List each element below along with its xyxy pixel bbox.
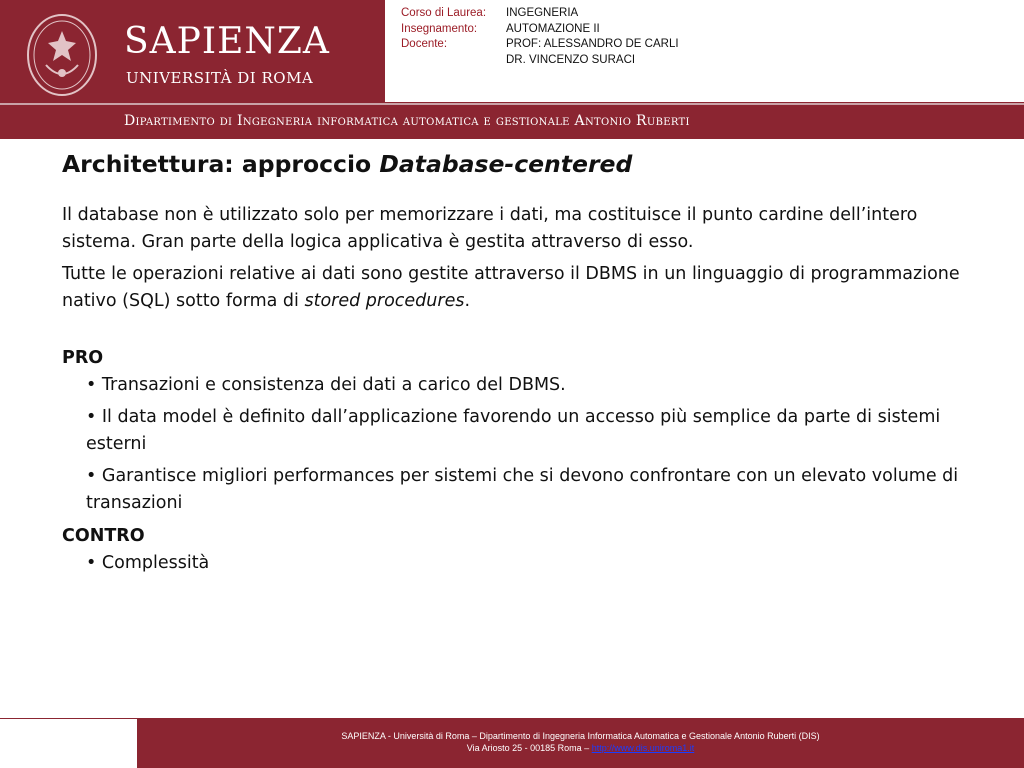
paragraph-operations-italic: stored procedures xyxy=(304,291,465,311)
paragraph-intro: Il database non è utilizzato solo per memorizzare i dati, ma costituisce il punto cardine dell’intero sistema. Gran parte della logica applicativa è gestita attraverso di esso. xyxy=(62,205,918,252)
pro-item xyxy=(86,372,962,399)
slide-title-main: Architettura: approccio xyxy=(62,150,380,178)
pro-item-text: Garantisce migliori performances per sistemi che si devono confrontare con un elevato volume di transazioni xyxy=(86,466,959,513)
footer-address: Via Ariosto 25 - 00185 Roma – xyxy=(466,743,592,753)
department-title: Dipartimento di Ingegneria informatica automatica e gestionale Antonio Ruberti xyxy=(124,113,690,129)
pro-item-text: Il data model è definito dall’applicazione favorendo un accesso più semplice da parte di sistemi esterni xyxy=(86,407,941,454)
pro-heading: PRO xyxy=(62,348,104,368)
course-info xyxy=(401,6,679,68)
course-info-row xyxy=(401,53,679,69)
paragraph-operations-end: . xyxy=(464,291,471,311)
footer-line2 xyxy=(137,742,1024,754)
course-info-row xyxy=(401,37,679,53)
brand-name: SAPIENZA xyxy=(124,21,330,62)
bullet-icon: • xyxy=(86,466,102,486)
slide-title-italic: Database-centered xyxy=(379,150,633,178)
teacher-value: PROF: ALESSANDRO DE CARLI xyxy=(506,38,679,50)
brand-subtitle: UNIVERSITÀ DI ROMA xyxy=(126,69,314,87)
bullet-icon: • xyxy=(86,407,102,427)
course-label: Corso di Laurea: xyxy=(401,7,487,19)
department-rule xyxy=(0,103,1024,105)
teaching-label: Insegnamento: xyxy=(401,22,478,35)
teacher2-value: DR. VINCENZO SURACI xyxy=(506,53,636,66)
sapienza-seal-icon xyxy=(26,13,98,97)
course-info-row xyxy=(401,6,679,22)
course-value: INGEGNERIA xyxy=(506,7,579,19)
teacher2-label xyxy=(401,53,506,69)
contro-item-text: Complessità xyxy=(101,553,210,573)
paragraph-operations-text: Tutte le operazioni relative ai dati sono gestite attraverso il DBMS in un linguaggio di programmazione nativo (SQL) sotto forma di xyxy=(62,264,960,311)
teaching-value: AUTOMAZIONE II xyxy=(506,22,600,35)
pro-item-text: Transazioni e consistenza dei dati a carico del DBMS. xyxy=(101,375,566,395)
footer-left-rule xyxy=(0,718,137,719)
slide-content xyxy=(62,202,962,582)
footer-website-link[interactable]: http://www.dis.uniroma1.it xyxy=(591,743,695,753)
pro-item xyxy=(86,404,962,458)
pro-item xyxy=(86,463,962,517)
slide-title xyxy=(62,150,632,178)
university-logo-block xyxy=(0,0,385,102)
bullet-icon: • xyxy=(86,375,102,395)
teacher-label: Docente: xyxy=(401,38,448,50)
course-info-row xyxy=(401,22,679,38)
bullet-icon: • xyxy=(86,553,102,573)
footer-line1: SAPIENZA - Università di Roma – Dipartimento di Ingegneria Informatica Automatica e Gestionale Antonio Ruberti (DIS) xyxy=(341,731,820,741)
paragraph-operations xyxy=(62,261,962,315)
contro-heading: CONTRO xyxy=(62,526,145,546)
contro-item xyxy=(86,550,962,577)
footer xyxy=(137,718,1024,768)
